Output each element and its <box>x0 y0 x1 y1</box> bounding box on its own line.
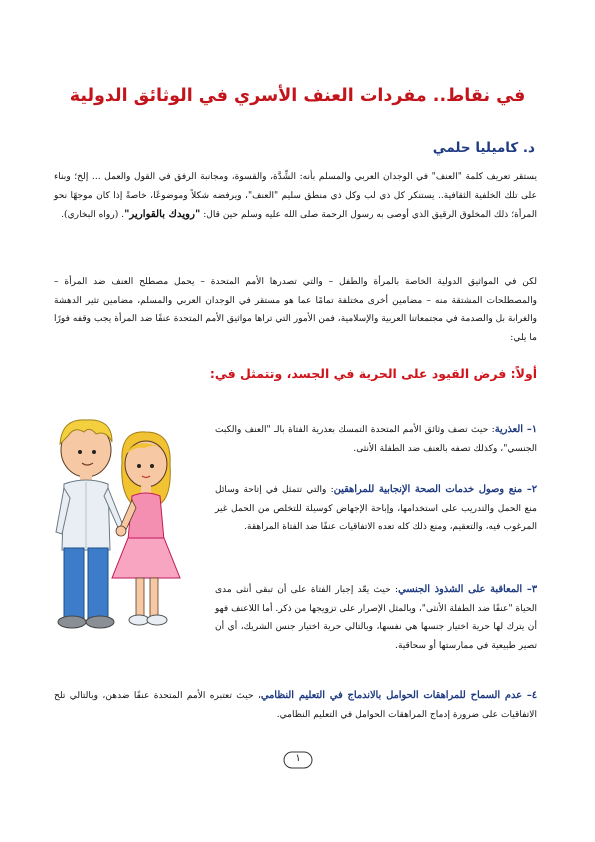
list-item <box>54 687 537 724</box>
list-item <box>215 481 537 537</box>
boy-figure <box>56 420 124 628</box>
intro-paragraph <box>54 168 537 225</box>
boy-and-girl-holding-hands-illustration <box>40 400 190 645</box>
hadith-quote: "رويدك بالقوارير" <box>124 208 201 220</box>
list-item <box>215 581 537 656</box>
list-item-body: : حيث يعّد إجبار الفتاة على أن تبقى أنثى مدى الحياة "عنفًا ضد الطفلة الأنثى"، وبالمثل الإصرار على تزويجها من ذكر. أما اللاعنف فهو أن يترك لها حرية اختيار جنسها هي نفسها، وبالتالي حرية اختيار جنس الشريك، أي أن تصير طبيعية في ممارستها أو سحاقية. <box>214 585 537 652</box>
list-item-body: : حيث تصف وثائق الأمم المتحدة التمسك بعذرية الفتاة بالـ "العنف والكبت الجنسي"، وكذلك تصفه بالعنف ضد الطفلة الأنثى. <box>215 425 537 454</box>
intro-text: يستقر تعريف كلمة "العنف" في الوجدان العربي والمسلم بأنه: الشِّدَّة، والقسوة، ومجانبة الرفق في القول والعمل ... إلخ؛ وبناء على تلك الخلفية الثقافية.. يستنكر كل ذي لب وكل ذي منطق سليم "العنف"، ويرفضه شكلاً وموضوعًا، خاصةً إذا كان موجهًا نحو المرأة؛ ذلك المخلوق الرقيق الذي أوصى به رسول الرحمة صلى الله عليه وسلم حين قال: <box>54 172 537 220</box>
list-item-head: ٢– منع وصول خدمات الصحة الإنجابية للمراهقين <box>333 484 537 495</box>
list-item-body: : والتي تتمثل في إتاحة وسائل منع الحمل والتدريب على استخدامها، وإباحة الإجهاض كوسيلة للتخلص من الحمل غير المرغوب فيه، والتعقيم، ومنع ذلك كله تعده الاتفاقيات عنفًا ضد الفتاة المراهقة. <box>215 485 537 533</box>
list-item-head: ٣– المعاقبة على الشذوذ الجنسي <box>398 584 537 595</box>
hadith-citation: . (رواه البخاري). <box>61 210 125 220</box>
second-paragraph: لكن في المواثيق الدولية الخاصة بالمرأة والطفل – والتي تصدرها الأمم المتحدة – يحمل مصطلح العنف ضد المرأة – والمصطلحات المشتقة منه – مضامين أخرى مختلفة تمامًا عما هو مستقر في الوجدان العربي والمسلم، مضامين تثير الدهشة والغرابة بل والصدمة في مجتمعاتنا العربية والإسلامية، فمن الأمور التي تراها مواثيق الأمم المتحدة عنفًا ضد المرأة يجب وقفه فورًا ما يلي: <box>54 277 537 343</box>
page-number: ١ <box>295 753 301 764</box>
author-name: د. كاميليا حلمي <box>432 140 535 156</box>
list-item-body: ، حيث تعتبره الأمم المتحدة عنفًا ضدهن، وبالتالي تلح الاتفاقيات على ضرورة إدماج المراهقات الحوامل في التعليم النظامي. <box>54 691 537 720</box>
list-item-head: ١– العذرية <box>494 424 537 435</box>
list-item-head: ٤– عدم السماح للمراهقات الحوامل بالاندماج في التعليم النظامي <box>260 690 537 701</box>
page-number-badge <box>283 751 313 769</box>
girl-figure <box>112 432 180 625</box>
section-heading: أولاً: فرض القيود على الحرية في الجسد، وتتمثل في: <box>209 366 537 381</box>
list-item <box>215 421 537 458</box>
article-title: في نقاط.. مفردات العنف الأسري في الوثائق الدولية <box>69 86 526 106</box>
